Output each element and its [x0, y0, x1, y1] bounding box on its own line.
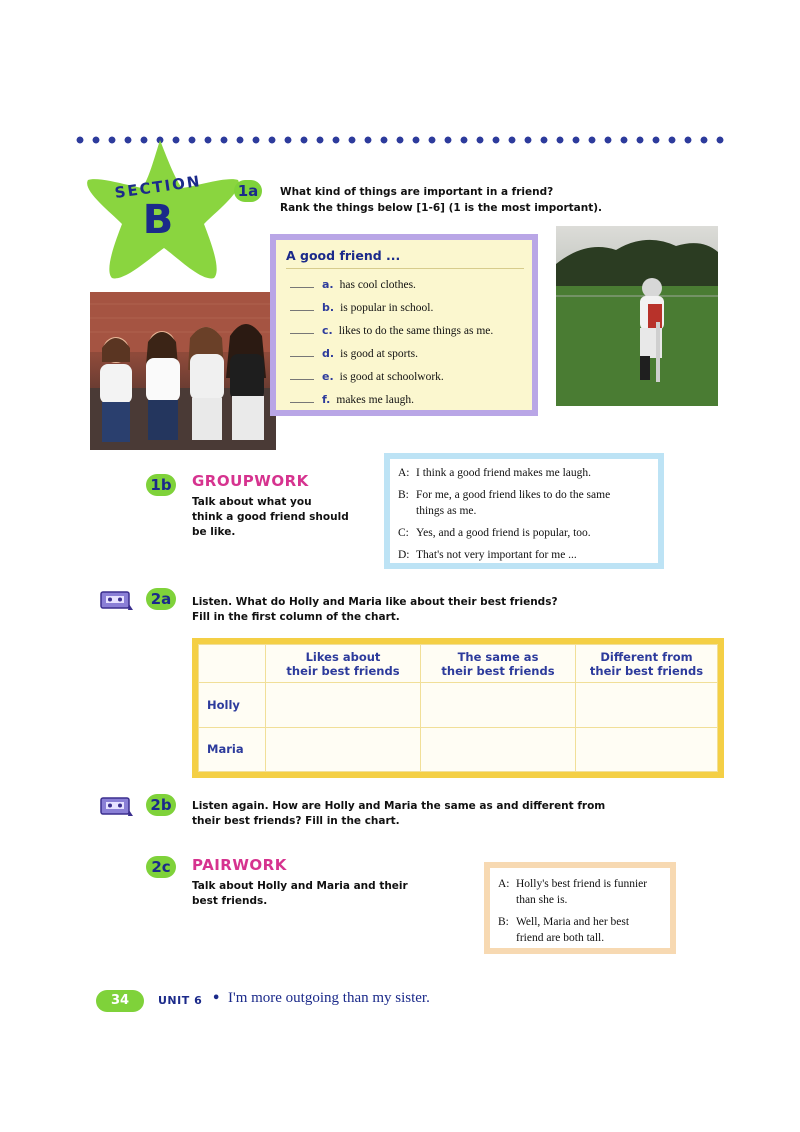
- instruction-1a-line2: Rank the things below [1-6] (1 is the most important).: [280, 202, 603, 214]
- item-letter: f.: [322, 393, 331, 406]
- good-friend-box: [270, 234, 538, 416]
- friend-item-f: [290, 393, 414, 406]
- exercise-badge-2a: 2a: [146, 588, 176, 610]
- friend-item-c: [290, 324, 493, 337]
- friend-item-b: [290, 301, 433, 314]
- instruction-2b-line2: their best friends? Fill in the chart.: [192, 815, 400, 827]
- instruction-2c-line2: best friends.: [192, 895, 268, 907]
- good-friend-rule: [286, 268, 524, 269]
- chart-col-header-different: Different from their best friends: [576, 645, 718, 683]
- exercise-badge-2b: 2b: [146, 794, 176, 816]
- groupwork-heading: GROUPWORK: [192, 472, 309, 490]
- item-text: has cool clothes.: [339, 279, 416, 291]
- unit-title: I'm more outgoing than my sister.: [228, 990, 430, 1006]
- dialog-line-a-cont: than she is.: [516, 894, 568, 906]
- rank-blank[interactable]: [290, 379, 314, 380]
- dialog-line-a: A: I think a good friend makes me laugh.: [398, 467, 592, 479]
- dialog-line-b-cont: things as me.: [416, 505, 477, 517]
- footer-bullet: •: [212, 991, 221, 1006]
- instruction-2b-line1: Listen again. How are Holly and Maria the same as and different from: [192, 800, 606, 812]
- section-word: SECTION: [113, 172, 203, 202]
- friend-item-d: [290, 347, 418, 360]
- chart-cell[interactable]: [266, 683, 421, 728]
- item-text: makes me laugh.: [336, 394, 414, 406]
- chart-cell[interactable]: [421, 683, 576, 728]
- item-text: likes to do the same things as me.: [338, 325, 494, 337]
- dialog-line-b-cont: friend are both tall.: [516, 932, 605, 944]
- rank-blank[interactable]: [290, 356, 314, 357]
- photo-baseball-player: [556, 226, 718, 406]
- friends-chart-table: [198, 644, 718, 772]
- chart-corner-cell: [199, 645, 266, 683]
- exercise-badge-2c: 2c: [146, 856, 176, 878]
- dialog-line-d: D: That's not very important for me ...: [398, 549, 577, 561]
- instruction-1b-line3: be like.: [192, 526, 236, 538]
- chart-cell[interactable]: [576, 683, 718, 728]
- item-text: is good at sports.: [340, 348, 419, 360]
- exercise-badge-1a: 1a: [234, 180, 262, 202]
- item-letter: d.: [322, 347, 335, 360]
- dialog-line-b: B: Well, Maria and her best: [498, 916, 630, 928]
- chart-col-header-same: The same as their best friends: [421, 645, 576, 683]
- friend-item-a: [290, 278, 416, 291]
- chart-cell[interactable]: [576, 727, 718, 772]
- item-text: is good at schoolwork.: [339, 371, 444, 383]
- chart-row-label-holly: Holly: [199, 683, 266, 728]
- chart-col-header-likes: Likes about their best friends: [266, 645, 421, 683]
- chart-cell[interactable]: [421, 727, 576, 772]
- pairwork-heading: PAIRWORK: [192, 856, 287, 874]
- item-letter: c.: [322, 324, 333, 337]
- unit-label: UNIT 6: [158, 994, 203, 1007]
- rank-blank[interactable]: [290, 287, 314, 288]
- instruction-1b-line2: think a good friend should: [192, 511, 349, 523]
- item-text: is popular in school.: [340, 302, 434, 314]
- instruction-2a-line2: Fill in the first column of the chart.: [192, 611, 400, 623]
- exercise-badge-1b: 1b: [146, 474, 176, 496]
- good-friend-heading: A good friend ...: [286, 248, 401, 263]
- cassette-icon: [100, 796, 134, 818]
- section-letter: B: [142, 197, 174, 243]
- item-letter: a.: [322, 278, 334, 291]
- instruction-1a-line1: What kind of things are important in a friend?: [280, 186, 554, 198]
- chart-cell[interactable]: [266, 727, 421, 772]
- item-letter: b.: [322, 301, 335, 314]
- page-number: 34: [96, 990, 144, 1012]
- friends-chart: [192, 638, 724, 778]
- rank-blank[interactable]: [290, 333, 314, 334]
- groupwork-dialog-box: [384, 453, 664, 569]
- rank-blank[interactable]: [290, 310, 314, 311]
- instruction-1b-line1: Talk about what you: [192, 496, 312, 508]
- item-letter: e.: [322, 370, 334, 383]
- dialog-line-c: C: Yes, and a good friend is popular, too.: [398, 527, 591, 539]
- instruction-2a-line1: Listen. What do Holly and Maria like about their best friends?: [192, 596, 558, 608]
- dialog-line-a: A: Holly's best friend is funnier: [498, 878, 648, 890]
- cassette-icon: [100, 590, 134, 612]
- pairwork-dialog-box: [484, 862, 676, 954]
- photo-girls: [90, 292, 276, 450]
- instruction-2c-line1: Talk about Holly and Maria and their: [192, 880, 408, 892]
- chart-row-label-maria: Maria: [199, 727, 266, 772]
- rank-blank[interactable]: [290, 402, 314, 403]
- dialog-line-b: B: For me, a good friend likes to do the same: [398, 489, 611, 501]
- friend-item-e: [290, 370, 444, 383]
